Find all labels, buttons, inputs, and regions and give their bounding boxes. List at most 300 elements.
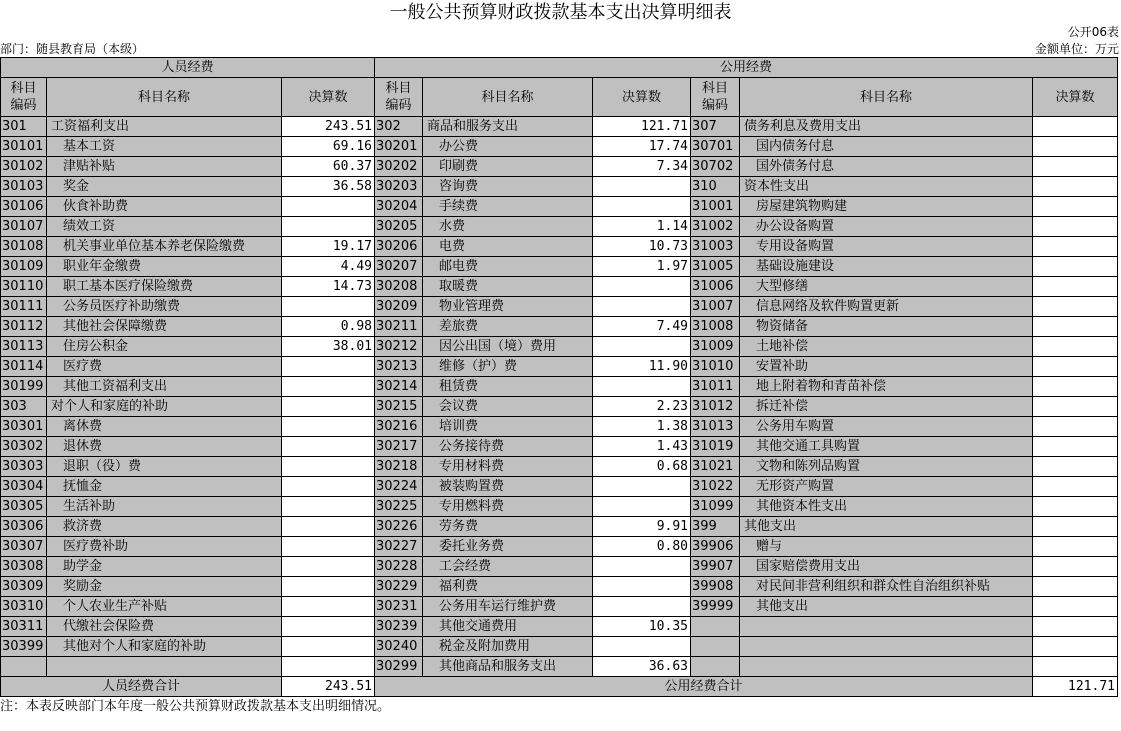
table-row [1,517,1118,537]
public-goods-item-name: 咨询费 [423,177,593,197]
public-goods-item-code: 30231 [375,597,423,617]
public-capital-item-code: 31006 [691,277,740,297]
public-goods-item-name: 邮电费 [423,257,593,277]
public-goods-item-code: 30239 [375,617,423,637]
public-goods-item-name: 差旅费 [423,317,593,337]
public-goods-item-name: 电费 [423,237,593,257]
public-goods-item-amount [593,337,691,357]
column-header-name: 科目名称 [423,78,593,117]
public-capital-item-amount [1033,117,1118,137]
personnel-item-name: 医疗费补助 [47,537,282,557]
public-goods-item-amount: 1.97 [593,257,691,277]
personnel-item-amount [282,437,375,457]
personnel-item-code: 30305 [1,497,47,517]
public-capital-item-code: 31008 [691,317,740,337]
personnel-item-name: 其他工资福利支出 [47,377,282,397]
public-capital-item-code: 31009 [691,337,740,357]
personnel-item-amount [282,497,375,517]
public-goods-item-name: 维修（护）费 [423,357,593,377]
table-row [1,137,1118,157]
personnel-item-amount: 60.37 [282,157,375,177]
public-goods-item-code: 30225 [375,497,423,517]
personnel-item-name: 救济费 [47,517,282,537]
table-row [1,157,1118,177]
personnel-item-code [1,657,47,677]
table-row [1,177,1118,197]
table-row [1,117,1118,137]
table-row [1,557,1118,577]
public-capital-item-code [691,617,740,637]
personnel-item-code: 30302 [1,437,47,457]
public-goods-item-amount [593,637,691,657]
public-goods-item-amount [593,597,691,617]
column-header-code: 科目 编码 [691,78,740,117]
public-goods-item-name: 印刷费 [423,157,593,177]
public-capital-item-amount [1033,237,1118,257]
public-capital-item-amount [1033,357,1118,377]
personnel-item-name: 津贴补贴 [47,157,282,177]
table-row [1,277,1118,297]
personnel-item-name: 对个人和家庭的补助 [47,397,282,417]
public-capital-item-amount [1033,657,1118,677]
public-goods-item-amount [593,497,691,517]
personnel-item-name: 退休费 [47,437,282,457]
personnel-item-code: 30101 [1,137,47,157]
public-capital-item-code: 31022 [691,477,740,497]
column-header-name: 科目名称 [47,78,282,117]
public-total-value: 121.71 [1033,677,1118,697]
public-goods-item-name: 取暖费 [423,277,593,297]
public-goods-item-amount: 7.49 [593,317,691,337]
public-expense-header: 公用经费 [375,58,1118,78]
table-row [1,617,1118,637]
personnel-item-code: 30109 [1,257,47,277]
public-capital-item-name: 安置补助 [740,357,1033,377]
public-goods-item-name: 公务接待费 [423,437,593,457]
public-goods-item-name: 专用材料费 [423,457,593,477]
public-goods-item-amount [593,577,691,597]
public-capital-item-name: 地上附着物和青苗补偿 [740,377,1033,397]
public-capital-item-amount [1033,637,1118,657]
personnel-item-code: 301 [1,117,47,137]
public-goods-item-code: 30214 [375,377,423,397]
public-capital-item-amount [1033,537,1118,557]
personnel-item-code: 30399 [1,637,47,657]
public-capital-item-code: 30702 [691,157,740,177]
personnel-item-code: 30103 [1,177,47,197]
table-row [1,217,1118,237]
public-goods-item-code: 30217 [375,437,423,457]
public-capital-item-name: 资本性支出 [740,177,1033,197]
table-row [1,497,1118,517]
column-header-name: 科目名称 [740,78,1033,117]
public-goods-item-code: 30208 [375,277,423,297]
public-capital-item-name: 办公设备购置 [740,217,1033,237]
public-goods-item-name: 被装购置费 [423,477,593,497]
public-capital-item-code: 31010 [691,357,740,377]
public-goods-item-amount: 10.35 [593,617,691,637]
public-goods-item-amount: 11.90 [593,357,691,377]
public-capital-item-code: 307 [691,117,740,137]
public-goods-item-code: 30211 [375,317,423,337]
public-capital-item-name: 对民间非营利组织和群众性自治组织补贴 [740,577,1033,597]
public-goods-item-name: 商品和服务支出 [423,117,593,137]
personnel-item-code: 30307 [1,537,47,557]
public-capital-item-name: 赠与 [740,537,1033,557]
public-goods-item-amount: 17.74 [593,137,691,157]
table-row [1,337,1118,357]
public-capital-item-code: 31099 [691,497,740,517]
personnel-item-name: 其他社会保障缴费 [47,317,282,337]
personnel-item-code: 30107 [1,217,47,237]
personnel-item-code: 30102 [1,157,47,177]
public-goods-item-code: 30218 [375,457,423,477]
form-number: 公开06表 [1067,25,1119,39]
public-capital-item-name: 文物和陈列品购置 [740,457,1033,477]
personnel-item-name: 助学金 [47,557,282,577]
personnel-item-name: 其他对个人和家庭的补助 [47,637,282,657]
public-capital-item-amount [1033,397,1118,417]
personnel-item-code: 30199 [1,377,47,397]
personnel-item-code: 30111 [1,297,47,317]
personnel-item-amount [282,457,375,477]
personnel-item-amount: 36.58 [282,177,375,197]
personnel-item-name: 公务员医疗补助缴费 [47,297,282,317]
public-capital-item-amount [1033,137,1118,157]
personnel-item-amount [282,637,375,657]
public-capital-item-code: 399 [691,517,740,537]
public-capital-item-name: 拆迁补偿 [740,397,1033,417]
public-goods-item-name: 税金及附加费用 [423,637,593,657]
public-goods-item-name: 其他交通费用 [423,617,593,637]
personnel-item-amount [282,517,375,537]
public-goods-item-code: 30226 [375,517,423,537]
personnel-item-code: 30310 [1,597,47,617]
public-capital-item-amount [1033,477,1118,497]
public-capital-item-code: 31003 [691,237,740,257]
table-row [1,577,1118,597]
table-row [1,537,1118,557]
public-capital-item-amount [1033,557,1118,577]
public-capital-item-amount [1033,197,1118,217]
personnel-item-name: 医疗费 [47,357,282,377]
table-row [1,377,1118,397]
personnel-item-name: 职业年金缴费 [47,257,282,277]
personnel-item-code: 30112 [1,317,47,337]
public-goods-item-amount [593,277,691,297]
personnel-item-amount [282,537,375,557]
personnel-item-name: 抚恤金 [47,477,282,497]
public-capital-item-name: 国内债务付息 [740,137,1033,157]
public-capital-item-code: 31002 [691,217,740,237]
public-capital-item-name: 其他支出 [740,517,1033,537]
public-capital-item-amount [1033,257,1118,277]
department-label: 部门：随县教育局（本级） [0,42,145,56]
table-row [1,297,1118,317]
public-goods-item-name: 手续费 [423,197,593,217]
public-capital-item-name: 土地补偿 [740,337,1033,357]
personnel-item-name [47,657,282,677]
public-capital-item-amount [1033,517,1118,537]
public-capital-item-code [691,657,740,677]
personnel-item-amount [282,617,375,637]
public-capital-item-name [740,617,1033,637]
public-capital-item-amount [1033,337,1118,357]
public-capital-item-name: 其他资本性支出 [740,497,1033,517]
personnel-item-code: 30308 [1,557,47,577]
public-capital-item-code: 39908 [691,577,740,597]
public-capital-item-name [740,657,1033,677]
public-total-label: 公用经费合计 [375,677,1033,697]
public-goods-item-code: 30207 [375,257,423,277]
table-row [1,637,1118,657]
public-goods-item-name: 办公费 [423,137,593,157]
column-header-amount: 决算数 [593,78,691,117]
column-header-code: 科目 编码 [375,78,423,117]
public-goods-item-name: 物业管理费 [423,297,593,317]
personnel-item-name: 基本工资 [47,137,282,157]
public-capital-item-code: 31019 [691,437,740,457]
public-capital-item-name: 物资储备 [740,317,1033,337]
public-capital-item-code: 31021 [691,457,740,477]
public-capital-item-amount [1033,217,1118,237]
public-goods-item-code: 30213 [375,357,423,377]
public-goods-item-code: 30201 [375,137,423,157]
public-goods-item-amount [593,477,691,497]
public-capital-item-amount [1033,457,1118,477]
public-goods-item-name: 培训费 [423,417,593,437]
public-capital-item-name: 基础设施建设 [740,257,1033,277]
personnel-item-name: 奖励金 [47,577,282,597]
personnel-item-name: 住房公积金 [47,337,282,357]
table-row [1,457,1118,477]
table-row [1,197,1118,217]
public-goods-item-amount: 121.71 [593,117,691,137]
personnel-item-code: 30110 [1,277,47,297]
personnel-item-name: 生活补助 [47,497,282,517]
public-capital-item-code: 31012 [691,397,740,417]
table-row [1,477,1118,497]
public-goods-item-code: 30204 [375,197,423,217]
public-goods-item-code: 30215 [375,397,423,417]
personnel-item-code: 30309 [1,577,47,597]
personnel-item-amount [282,357,375,377]
public-goods-item-name: 因公出国（境）费用 [423,337,593,357]
personnel-item-name: 个人农业生产补贴 [47,597,282,617]
public-capital-item-amount [1033,597,1118,617]
public-capital-item-name: 大型修缮 [740,277,1033,297]
personnel-item-amount: 69.16 [282,137,375,157]
public-goods-item-code: 302 [375,117,423,137]
personnel-item-name: 离休费 [47,417,282,437]
personnel-item-name: 职工基本医疗保险缴费 [47,277,282,297]
personnel-item-name: 退职（役）费 [47,457,282,477]
public-goods-item-code: 30203 [375,177,423,197]
personnel-item-name: 奖金 [47,177,282,197]
public-goods-item-amount: 36.63 [593,657,691,677]
public-capital-item-name: 公务用车购置 [740,417,1033,437]
public-capital-item-amount [1033,617,1118,637]
public-goods-item-name: 租赁费 [423,377,593,397]
footnote: 注：本表反映部门本年度一般公共预算财政拨款基本支出明细情况。 [0,699,391,714]
public-capital-item-code: 31013 [691,417,740,437]
personnel-item-code: 30114 [1,357,47,377]
personnel-item-code: 30306 [1,517,47,537]
personnel-item-code: 30303 [1,457,47,477]
public-goods-item-code: 30240 [375,637,423,657]
public-goods-item-amount: 2.23 [593,397,691,417]
public-goods-item-code: 30216 [375,417,423,437]
public-goods-item-name: 福利费 [423,577,593,597]
public-capital-item-amount [1033,297,1118,317]
personnel-item-amount: 0.98 [282,317,375,337]
public-goods-item-amount [593,557,691,577]
personnel-item-code: 30113 [1,337,47,357]
public-goods-item-code: 30228 [375,557,423,577]
public-goods-item-amount: 1.14 [593,217,691,237]
public-capital-item-name: 无形资产购置 [740,477,1033,497]
public-capital-item-amount [1033,417,1118,437]
public-capital-item-code: 30701 [691,137,740,157]
public-goods-item-name: 劳务费 [423,517,593,537]
public-capital-item-code: 39906 [691,537,740,557]
table-row [1,357,1118,377]
personnel-total-label: 人员经费合计 [1,677,282,697]
column-header-code: 科目 编码 [1,78,47,117]
column-header-amount: 决算数 [282,78,375,117]
public-goods-item-name: 其他商品和服务支出 [423,657,593,677]
table-row [1,237,1118,257]
personnel-item-amount: 4.49 [282,257,375,277]
personnel-item-amount [282,417,375,437]
public-goods-item-code: 30206 [375,237,423,257]
public-goods-item-amount: 7.34 [593,157,691,177]
public-capital-item-code: 31007 [691,297,740,317]
public-capital-item-code: 39907 [691,557,740,577]
public-capital-item-code: 31001 [691,197,740,217]
public-capital-item-code: 31005 [691,257,740,277]
personnel-item-amount [282,217,375,237]
personnel-item-code: 303 [1,397,47,417]
public-goods-item-code: 30227 [375,537,423,557]
public-capital-item-code: 310 [691,177,740,197]
expense-detail-table [0,57,1118,697]
public-goods-item-amount [593,297,691,317]
personnel-item-code: 30301 [1,417,47,437]
public-capital-item-amount [1033,497,1118,517]
personnel-item-amount: 38.01 [282,337,375,357]
public-goods-item-name: 水费 [423,217,593,237]
column-header-amount: 决算数 [1033,78,1118,117]
public-capital-item-name: 专用设备购置 [740,237,1033,257]
public-goods-item-amount: 0.80 [593,537,691,557]
public-goods-item-code: 30209 [375,297,423,317]
personnel-item-amount [282,477,375,497]
personnel-item-code: 30106 [1,197,47,217]
public-capital-item-amount [1033,577,1118,597]
table-row [1,257,1118,277]
public-goods-item-name: 专用燃料费 [423,497,593,517]
personnel-item-amount [282,197,375,217]
personnel-item-name: 代缴社会保险费 [47,617,282,637]
public-capital-item-name: 房屋建筑物购建 [740,197,1033,217]
public-capital-item-amount [1033,157,1118,177]
public-capital-item-amount [1033,377,1118,397]
public-capital-item-code: 39999 [691,597,740,617]
public-goods-item-code: 30229 [375,577,423,597]
personnel-item-name: 工资福利支出 [47,117,282,137]
personnel-item-code: 30304 [1,477,47,497]
table-row [1,397,1118,417]
personnel-item-amount [282,397,375,417]
personnel-expense-header: 人员经费 [1,58,375,78]
public-capital-item-amount [1033,437,1118,457]
public-goods-item-name: 会议费 [423,397,593,417]
public-goods-item-amount [593,177,691,197]
public-goods-item-amount: 1.43 [593,437,691,457]
public-capital-item-amount [1033,177,1118,197]
public-goods-item-code: 30205 [375,217,423,237]
personnel-item-amount [282,577,375,597]
public-capital-item-name: 国外债务付息 [740,157,1033,177]
public-capital-item-amount [1033,317,1118,337]
personnel-item-amount: 14.73 [282,277,375,297]
personnel-item-name: 绩效工资 [47,217,282,237]
table-row [1,417,1118,437]
personnel-item-amount [282,297,375,317]
public-goods-item-name: 工会经费 [423,557,593,577]
table-row [1,597,1118,617]
report-title: 一般公共预算财政拨款基本支出决算明细表 [389,2,732,23]
public-capital-item-code [691,637,740,657]
public-goods-item-code: 30299 [375,657,423,677]
public-goods-item-amount [593,197,691,217]
public-goods-item-code: 30224 [375,477,423,497]
public-capital-item-name: 债务利息及费用支出 [740,117,1033,137]
public-goods-item-amount [593,377,691,397]
table-row [1,657,1118,677]
personnel-item-code: 30311 [1,617,47,637]
personnel-item-amount [282,657,375,677]
public-goods-item-name: 委托业务费 [423,537,593,557]
unit-label: 金额单位：万元 [1034,42,1119,56]
public-goods-item-amount: 9.91 [593,517,691,537]
personnel-item-amount: 19.17 [282,237,375,257]
public-goods-item-amount: 0.68 [593,457,691,477]
personnel-total-value: 243.51 [282,677,375,697]
public-capital-item-amount [1033,277,1118,297]
public-goods-item-amount: 1.38 [593,417,691,437]
personnel-item-code: 30108 [1,237,47,257]
personnel-item-name: 机关事业单位基本养老保险缴费 [47,237,282,257]
personnel-item-amount [282,557,375,577]
public-goods-item-code: 30212 [375,337,423,357]
personnel-item-name: 伙食补助费 [47,197,282,217]
public-goods-item-code: 30202 [375,157,423,177]
public-capital-item-name [740,637,1033,657]
public-capital-item-name: 其他支出 [740,597,1033,617]
personnel-item-amount [282,377,375,397]
table-row [1,437,1118,457]
personnel-item-amount [282,597,375,617]
table-row [1,317,1118,337]
public-capital-item-name: 其他交通工具购置 [740,437,1033,457]
public-goods-item-name: 公务用车运行维护费 [423,597,593,617]
personnel-item-amount: 243.51 [282,117,375,137]
public-capital-item-name: 信息网络及软件购置更新 [740,297,1033,317]
public-goods-item-amount: 10.73 [593,237,691,257]
public-capital-item-name: 国家赔偿费用支出 [740,557,1033,577]
